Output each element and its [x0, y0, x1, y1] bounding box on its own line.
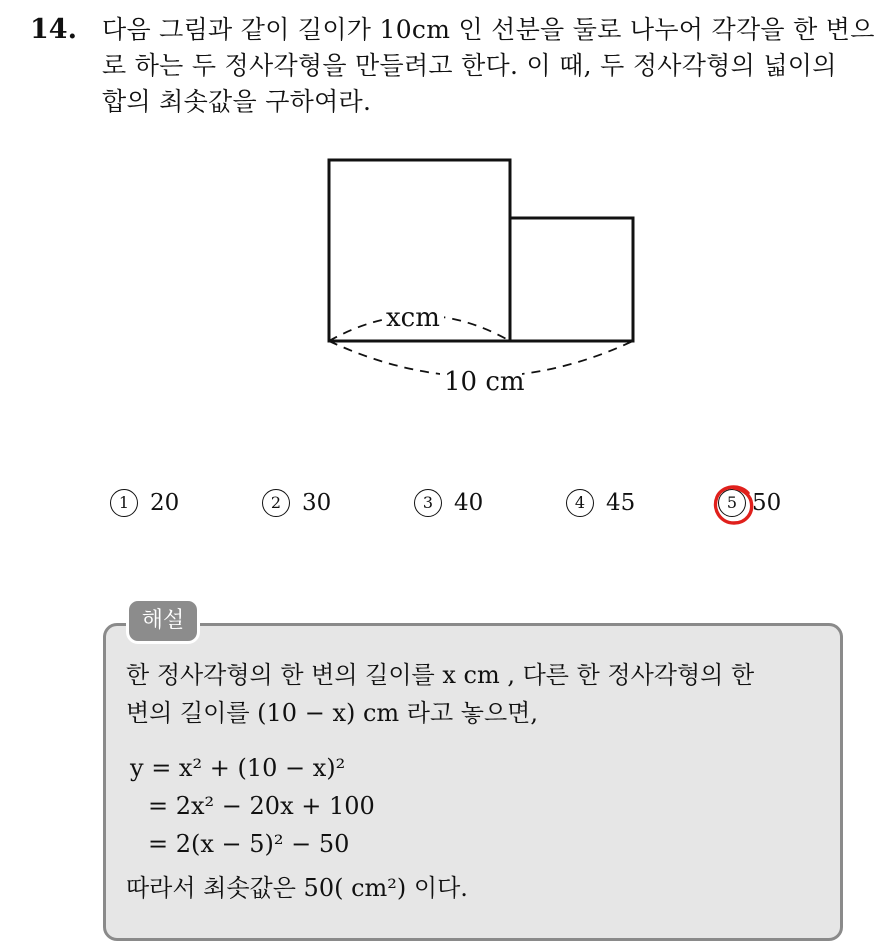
choice-2-number-icon: 2: [262, 489, 290, 517]
choice-4-value: 45: [606, 490, 636, 516]
question-line-1: 다음 그림과 같이 길이가 10cm 인 선분을 둘로 나누어 각각을 한 변으: [102, 15, 875, 44]
small-square: [510, 218, 633, 341]
choice-4-number-icon: 4: [566, 489, 594, 517]
x-length-label: xcm: [386, 303, 440, 333]
choice-1-number-icon: 1: [110, 489, 138, 517]
choice-5[interactable]: [718, 486, 781, 520]
choice-5-value: 50: [752, 490, 782, 516]
question-line-2: 로 하는 두 정사각형을 만들려고 한다. 이 때, 두 정사각형의 넓이의: [102, 51, 837, 80]
equation-3: = 2(x − 5)² − 50: [148, 830, 350, 858]
solution-tab: 해설: [126, 598, 200, 644]
solution-intro-line-2: 변의 길이를 (10 − x) cm 라고 놓으면,: [126, 699, 538, 727]
squares-diagram: [300, 150, 660, 400]
question-text: [102, 12, 875, 120]
solution-intro-line-1: 한 정사각형의 한 변의 길이를 x cm , 다른 한 정사각형의 한: [126, 661, 755, 689]
squares-figure: [300, 150, 660, 404]
choice-5-mark-text: 5: [726, 493, 738, 512]
choice-1[interactable]: [110, 486, 179, 520]
choice-5-number-icon: [718, 489, 746, 517]
solution-intro: [126, 656, 826, 732]
solution-box: [103, 623, 843, 941]
equation-1: y = x² + (10 − x)²: [130, 754, 346, 782]
solution-equations: [130, 749, 375, 863]
choice-2-value: 30: [302, 490, 332, 516]
question-line-3: 합의 최솟값을 구하여라.: [102, 87, 372, 116]
choice-4[interactable]: [566, 486, 635, 520]
choice-3-value: 40: [454, 490, 484, 516]
total-length-label: 10 cm: [444, 367, 525, 397]
question-number: 14.: [30, 14, 77, 45]
equation-2: = 2x² − 20x + 100: [148, 792, 375, 820]
choice-2[interactable]: [262, 486, 331, 520]
choice-1-value: 20: [150, 490, 180, 516]
answer-choices: [110, 486, 810, 526]
solution-conclusion: 따라서 최솟값은 50( cm²) 이다.: [126, 874, 468, 902]
selected-answer-circle-icon: [710, 481, 758, 529]
choice-3-number-icon: 3: [414, 489, 442, 517]
choice-3[interactable]: [414, 486, 483, 520]
